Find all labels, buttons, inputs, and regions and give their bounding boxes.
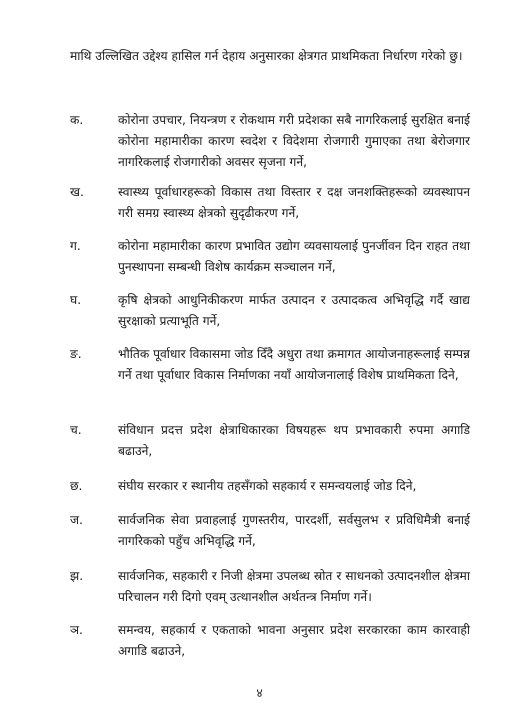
page-number: ४ xyxy=(256,686,263,700)
item-label: ग. xyxy=(70,239,81,253)
item-label: ञ. xyxy=(70,623,83,637)
item-label: छ. xyxy=(70,479,83,493)
item-label: ङ. xyxy=(70,347,82,361)
item-label: च. xyxy=(70,423,82,437)
item-label: घ. xyxy=(70,293,82,307)
item-text: कोरोना महामारीका कारण प्रभावित उद्योग व्यवसायलाई पुनर्जीवन दिन राहत तथा पुनस्थापना सम्बन्धी विशेष कार्यक्रम सञ्चालन गर्ने, xyxy=(118,239,470,274)
item-label: ख. xyxy=(70,185,84,199)
intro-paragraph: माथि उल्लिखित उद्देश्य हासिल गर्न देहाय अनुसारका क्षेत्रगत प्राथमिकता निर्धारण गरेको छु। xyxy=(70,49,463,63)
item-text: सार्वजनिक सेवा प्रवाहलाई गुणस्तरीय, पारदर्शी, सर्वसुलभ र प्रविधिमैत्री बनाई नागरिकको पहुँच अभिवृद्धि गर्ने, xyxy=(118,513,470,548)
item-text: स्वास्थ्य पूर्वाधारहरूको विकास तथा विस्तार र दक्ष जनशक्तिहरूको व्यवस्थापन गरी समग्र स्वास्थ्य क्षेत्रको सुदृढीकरण गर्ने, xyxy=(118,185,470,220)
item-text: भौतिक पूर्वाधार विकासमा जोड दिँदै अधुरा तथा क्रमागत आयोजनाहरूलाई सम्पन्न गर्ने तथा पूर्वाधार विकास निर्माणका नयाँ आयोजनालाई विशेष प्राथमिकता दिने, xyxy=(118,347,470,382)
item-text: संविधान प्रदत्त प्रदेश क्षेत्राधिकारका विषयहरू थप प्रभावकारी रुपमा अगाडि बढाउने, xyxy=(118,423,470,458)
item-label: ज. xyxy=(70,513,83,527)
item-text: संघीय सरकार र स्थानीय तहसँगको सहकार्य र समन्वयलाई जोड दिने, xyxy=(118,479,417,493)
item-label: झ. xyxy=(70,569,84,583)
item-label: क. xyxy=(70,113,84,127)
item-text: समन्वय, सहकार्य र एकताको भावना अनुसार प्रदेश सरकारका काम कारवाही अगाडि बढाउने, xyxy=(118,623,470,658)
item-text: कृषि क्षेत्रको आधुनिकीकरण मार्फत उत्पादन र उत्पादकत्व अभिवृद्धि गर्दै खाद्य सुरक्षाको प्रत्याभूति गर्ने, xyxy=(118,293,470,328)
item-text: कोरोना उपचार, नियन्त्रण र रोकथाम गरी प्रदेशका सबै नागरिकलाई सुरक्षित बनाई कोरोना महामारीका कारण स्वदेश र विदेशमा रोजगारी गुमाएका तथा बेरोजगार नागरिकलाई रोजगारीको अवसर सृजना गर्ने, xyxy=(118,113,470,169)
item-text: सार्वजनिक, सहकारी र निजी क्षेत्रमा उपलब्ध स्रोत र साधनको उत्पादनशील क्षेत्रमा परिचालन गरी दिगो एवम् उत्थानशील अर्थतन्त्र निर्माण गर्ने। xyxy=(118,569,470,604)
